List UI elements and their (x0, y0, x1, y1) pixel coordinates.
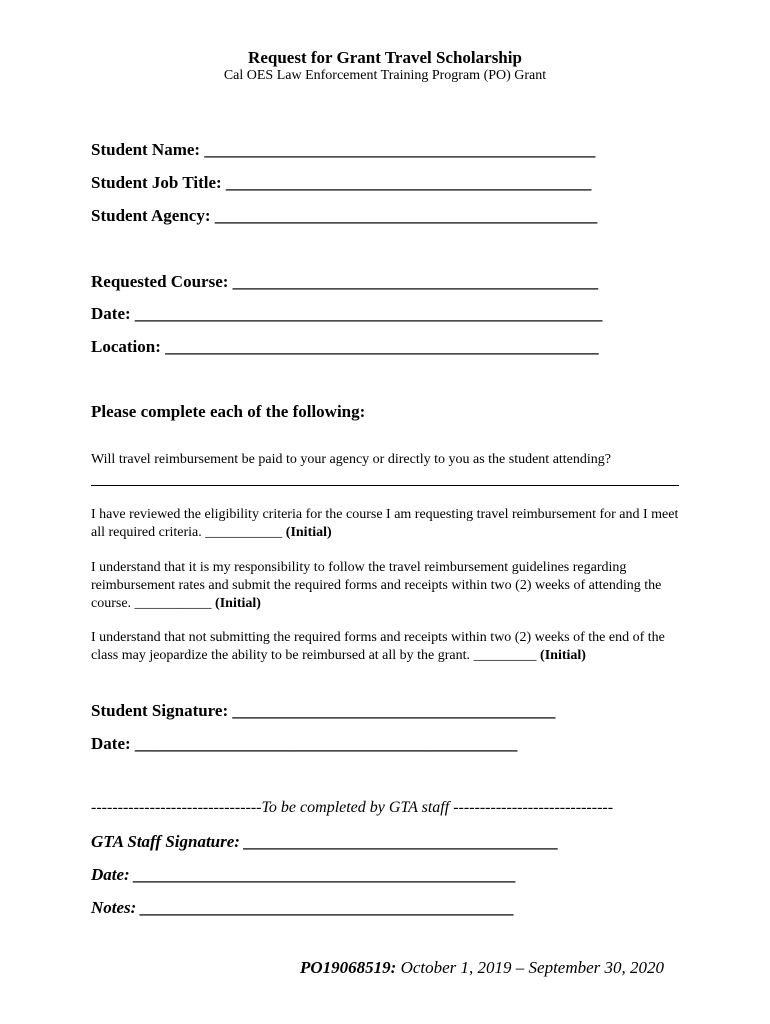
staff-section-label: To be completed by GTA staff (261, 799, 450, 816)
grant-period-footer (300, 958, 664, 978)
answer-line[interactable] (91, 485, 679, 486)
acknowledgement-text: I understand that not submitting the required forms and receipts within two (2) weeks of the end of the class may jeopardize the ability to be reimbursed at all by the grant. _________ (91, 630, 665, 663)
acknowledgement-eligibility (91, 506, 691, 542)
location-field[interactable]: Location: ___________________________________________________ (91, 337, 599, 356)
course-date-field[interactable]: Date: _______________________________________________________ (91, 304, 603, 323)
instructions-heading: Please complete each of the following: (91, 402, 366, 421)
form-subtitle: Cal OES Law Enforcement Training Program (PO) Grant (223, 68, 547, 83)
staff-notes-field[interactable]: Notes: ____________________________________________ (91, 898, 515, 917)
initial-label[interactable]: (Initial) (540, 648, 586, 663)
reimbursement-question: Will travel reimbursement be paid to your agency or directly to you as the student attending? (91, 452, 612, 467)
staff-date-field[interactable]: Date: _____________________________________________ (91, 865, 517, 884)
acknowledgement-text: I understand that it is my responsibility to follow the travel reimbursement guidelines regarding reimbursement rates and submit the required forms and receipts within two (2) weeks of attending the course. ___________ (91, 560, 662, 611)
grant-period: October 1, 2019 – September 30, 2020 (396, 958, 665, 977)
student-job-title-field[interactable]: Student Job Title: ___________________________________________ (91, 173, 592, 192)
student-agency-field[interactable]: Student Agency: _____________________________________________ (91, 206, 598, 225)
acknowledgement-text: I have reviewed the eligibility criteria for the course I am requesting travel reimbursement for and I meet all required criteria. ___________ (91, 507, 679, 540)
gta-staff-signature-field[interactable]: GTA Staff Signature: _____________________________________ (91, 832, 559, 851)
student-signature-field[interactable]: Student Signature: ______________________________________ (91, 701, 556, 720)
divider-dashes-left: -------------------------------- (91, 799, 262, 816)
requested-course-field[interactable]: Requested Course: ___________________________________________ (91, 272, 599, 291)
student-name-field[interactable]: Student Name: ______________________________________________ (91, 140, 596, 159)
acknowledgement-deadline (91, 629, 691, 665)
initial-label[interactable]: (Initial) (215, 596, 261, 611)
signature-date-field[interactable]: Date: _____________________________________________ (91, 734, 518, 753)
acknowledgement-guidelines (91, 559, 691, 613)
form-title: Request for Grant Travel Scholarship (248, 48, 522, 67)
staff-section-divider (91, 799, 613, 817)
initial-label[interactable]: (Initial) (285, 525, 332, 540)
divider-dashes-right: ------------------------------ (449, 799, 614, 816)
grant-code: PO19068519: (300, 958, 397, 977)
